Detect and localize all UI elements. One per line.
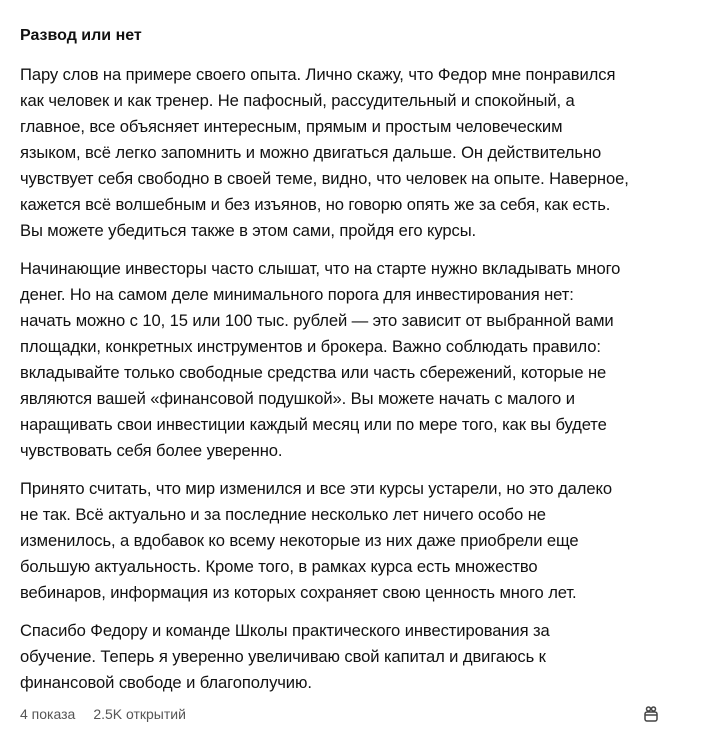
text-line: наращивать свои инвестиции каждый месяц или по мере того, как вы будете: [20, 415, 607, 434]
text-line: Пару слов на примере своего опыта. Лично скажу, что Федор мне понравился: [20, 65, 616, 84]
text-line: вебинаров, информация из которых сохраняет свою ценность много лет.: [20, 583, 577, 602]
text-line: финансовой свободе и благополучию.: [20, 673, 312, 692]
text-line: начать можно с 10, 15 или 100 тыс. рублей — это зависит от выбранной вами: [20, 311, 614, 330]
text-line: Спасибо Федору и команде Школы практического инвестирования за: [20, 621, 550, 640]
text-line: кажется всё волшебным и без изъянов, но говорю опять же за себя, как есть.: [20, 195, 611, 214]
opens-count: 2.5K открытий: [93, 706, 186, 722]
gift-icon[interactable]: [641, 704, 661, 724]
text-line: главное, все объясняет интересным, прямым и простым человеческим: [20, 117, 563, 136]
article-title: Развод или нет: [20, 27, 142, 44]
views-count: 4 показа: [20, 706, 76, 722]
article-body: [20, 62, 703, 696]
paragraph: [20, 618, 703, 696]
text-line: Вы можете убедиться также в этом сами, пройдя его курсы.: [20, 221, 477, 240]
paragraph: [20, 62, 703, 244]
text-line: обучение. Теперь я уверенно увеличиваю свой капитал и двигаюсь к: [20, 647, 546, 666]
text-line: как человек и как тренер. Не пафосный, рассудительный и спокойный, а: [20, 91, 575, 110]
paragraph: [20, 476, 703, 606]
text-line: чувствовать себя более уверенно.: [20, 441, 283, 460]
text-line: большую актуальность. Кроме того, в рамках курса есть множество: [20, 557, 538, 576]
text-line: площадки, конкретных инструментов и брокера. Важно соблюдать правило:: [20, 337, 601, 356]
text-line: языком, всё легко запомнить и можно двигаться дальше. Он действительно: [20, 143, 602, 162]
text-line: изменилось, а вдобавок ко всему некоторые из них даже приобрели еще: [20, 531, 579, 550]
text-line: не так. Всё актуально и за последние несколько лет ничего особо не: [20, 505, 546, 524]
text-line: являются вашей «финансовой подушкой». Вы можете начать с малого и: [20, 389, 575, 408]
text-line: чувствует себя свободно в своей теме, видно, что человек на опыте. Наверное,: [20, 169, 629, 188]
text-line: вкладывайте только свободные средства или часть сбережений, которые не: [20, 363, 607, 382]
text-line: денег. Но на самом деле минимального порога для инвестирования нет:: [20, 285, 574, 304]
text-line: Принято считать, что мир изменился и все эти курсы устарели, но это далеко: [20, 479, 612, 498]
paragraph: [20, 256, 703, 464]
article-footer: [20, 702, 703, 726]
text-line: Начинающие инвесторы часто слышат, что на старте нужно вкладывать много: [20, 259, 621, 278]
